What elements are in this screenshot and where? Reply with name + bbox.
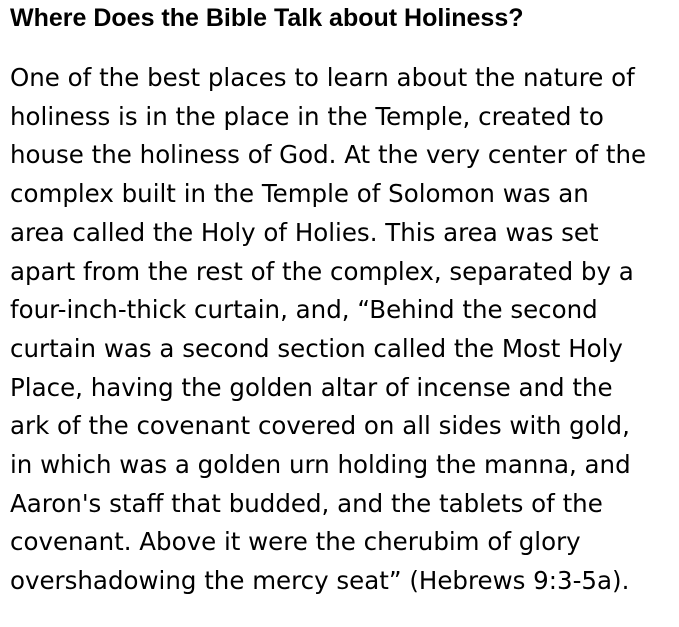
body-line: overshadowing the mercy seat” (Hebrews 9:3-5a). <box>10 566 630 596</box>
body-line: complex built in the Temple of Solomon was an <box>10 179 589 209</box>
body-line: in which was a golden urn holding the manna, and <box>10 450 631 480</box>
body-line: curtain was a second section called the Most Holy <box>10 333 623 363</box>
body-line: four-inch-thick curtain, and, “Behind the second <box>10 295 598 325</box>
body-line: house the holiness of God. At the very center of the <box>10 140 647 170</box>
body-line: area called the Holy of Holies. This area was set <box>10 217 599 247</box>
body-line: holiness is in the place in the Temple, created to <box>10 101 604 131</box>
body-line: apart from the rest of the complex, separated by a <box>10 256 634 286</box>
article <box>10 0 676 601</box>
article-body <box>10 59 676 601</box>
article-heading: Where Does the Bible Talk about Holiness? <box>10 4 524 32</box>
body-line: Aaron's staff that budded, and the tablets of the <box>10 488 603 518</box>
body-line: ark of the covenant covered on all sides with gold, <box>10 411 630 441</box>
body-line: covenant. Above it were the cherubim of glory <box>10 527 581 557</box>
body-line: One of the best places to learn about the nature of <box>10 63 635 92</box>
body-line: Place, having the golden altar of incense and the <box>10 372 613 402</box>
